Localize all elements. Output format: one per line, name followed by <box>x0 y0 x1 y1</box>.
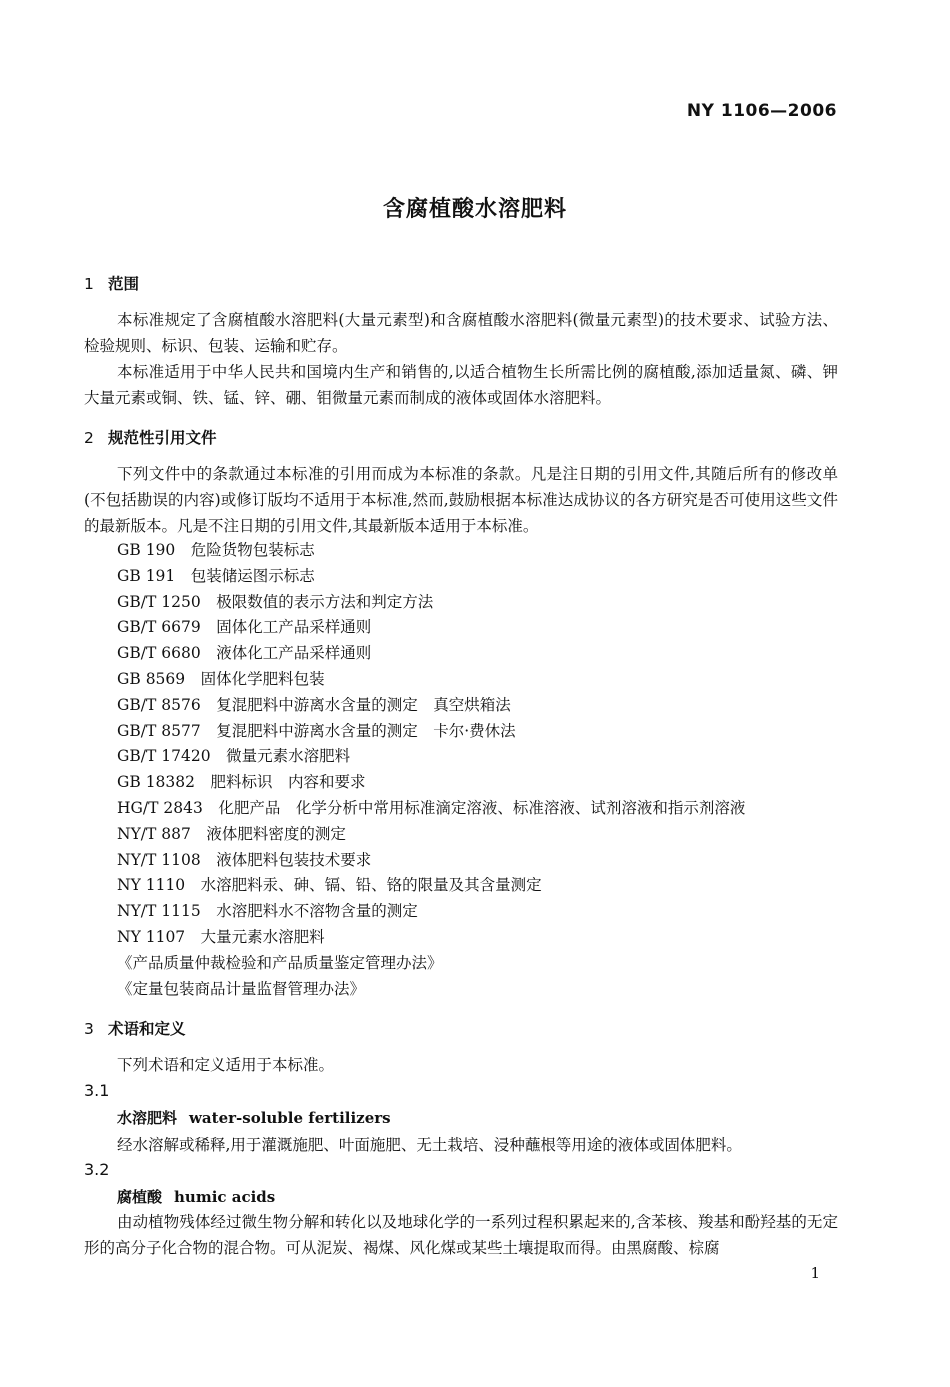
section-heading-normative-references <box>84 426 217 448</box>
reference-item: 《产品质量仲裁检验和产品质量鉴定管理办法》 <box>117 953 443 972</box>
term-number: 3.1 <box>84 1081 110 1100</box>
reference-item: GB/T 6679 固体化工产品采样通则 <box>117 618 372 637</box>
page-number: 1 <box>810 1264 820 1282</box>
reference-item: GB 190 危险货物包装标志 <box>117 541 315 559</box>
term-en: water-soluble fertilizers <box>189 1109 391 1127</box>
term-heading <box>117 1107 391 1128</box>
standard-code: NY 1106—2006 <box>686 101 837 121</box>
reference-item: GB/T 17420 微量元素水溶肥料 <box>117 747 351 766</box>
reference-item: GB 191 包装储运图示标志 <box>117 566 315 585</box>
terms-intro: 下列术语和定义适用于本标准。 <box>117 1056 335 1074</box>
reference-item: GB/T 1250 极限数值的表示方法和判定方法 <box>117 592 434 611</box>
section-number: 1 <box>84 275 94 293</box>
reference-item: GB 18382 肥料标识 内容和要求 <box>117 773 366 792</box>
reference-item: NY 1107 大量元素水溶肥料 <box>117 928 325 946</box>
reference-item: NY/T 887 液体肥料密度的测定 <box>117 824 346 843</box>
term-definition: 由动植物残体经过微生物分解和转化以及地球化学的一系列过程积累起来的,含苯核、羧基和酚羟基的无定形的高分子化合物的混合物。可从泥炭、褐煤、风化煤或某些土壤提取而得。由黑腐酸、棕腐 <box>84 1213 838 1257</box>
reference-item: HG/T 2843 化肥产品 化学分析中常用标准滴定溶液、标准溶液、试剂溶液和指示剂溶液 <box>117 799 746 817</box>
section-heading-scope <box>84 272 139 294</box>
reference-item: NY/T 1108 液体肥料包装技术要求 <box>117 850 372 869</box>
term-zh: 腐植酸 <box>117 1188 163 1206</box>
section-number: 3 <box>84 1020 94 1038</box>
reference-item: 《定量包装商品计量监督管理办法》 <box>117 979 366 998</box>
normative-intro: 下列文件中的条款通过本标准的引用而成为本标准的条款。凡是注日期的引用文件,其随后所有的修改单(不包括勘误的内容)或修订版均不适用于本标准,然而,鼓励根据本标准达成协议的各方研究是否可使用这些文件的最新版本。凡是不注日期的引用文件,其最新版本适用于本标准。 <box>84 465 838 535</box>
section-title: 范围 <box>108 275 140 293</box>
reference-item: GB/T 8577 复混肥料中游离水含量的测定 卡尔·费休法 <box>117 721 516 740</box>
term-number: 3.2 <box>84 1160 110 1179</box>
term-en: humic acids <box>174 1188 276 1206</box>
term-definition: 经水溶解或稀释,用于灌溉施肥、叶面施肥、无土栽培、浸种蘸根等用途的液体或固体肥料。 <box>117 1136 742 1154</box>
reference-item: NY 1110 水溶肥料汞、砷、镉、铅、铬的限量及其含量测定 <box>117 876 542 895</box>
scope-paragraph-1: 本标准规定了含腐植酸水溶肥料(大量元素型)和含腐植酸水溶肥料(微量元素型)的技术要求、试验方法、检验规则、标识、包装、运输和贮存。 <box>84 311 838 355</box>
reference-item: GB 8569 固体化学肥料包装 <box>117 670 325 688</box>
reference-item: GB/T 6680 液体化工产品采样通则 <box>117 644 372 663</box>
term-heading <box>117 1186 275 1207</box>
term-zh: 水溶肥料 <box>117 1109 178 1127</box>
section-title: 规范性引用文件 <box>108 429 217 447</box>
reference-item: NY/T 1115 水溶肥料水不溶物含量的测定 <box>117 902 418 921</box>
document-title: 含腐植酸水溶肥料 <box>382 197 567 222</box>
scope-paragraph-2: 本标准适用于中华人民共和国境内生产和销售的,以适合植物生长所需比例的腐植酸,添加适量氮、磷、钾大量元素或铜、铁、锰、锌、硼、钼微量元素而制成的液体或固体水溶肥料。 <box>84 363 838 407</box>
section-number: 2 <box>84 429 94 447</box>
section-title: 术语和定义 <box>108 1020 186 1038</box>
section-heading-terms <box>84 1017 186 1039</box>
reference-item: GB/T 8576 复混肥料中游离水含量的测定 真空烘箱法 <box>117 695 511 714</box>
